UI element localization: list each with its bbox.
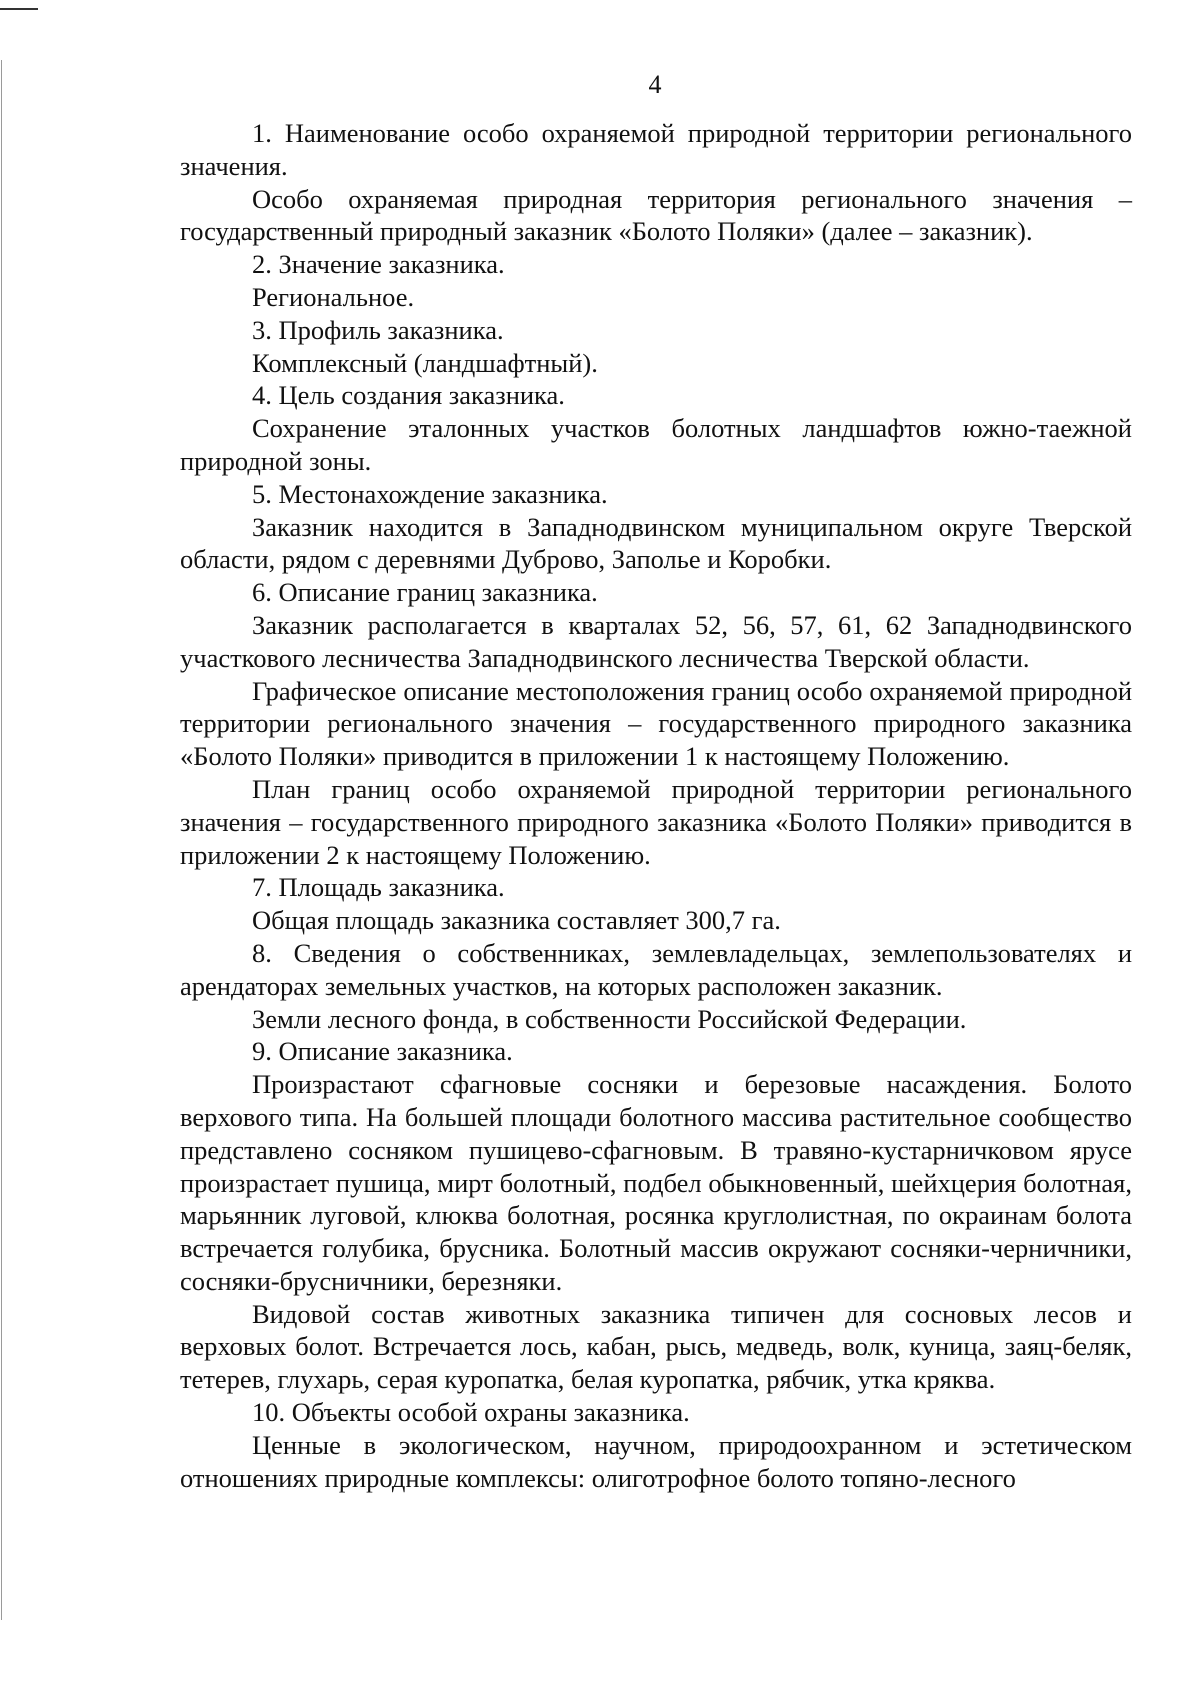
section-9-body-flora: Произрастают сфагновые сосняки и березовые насаждения. Болото верхового типа. На большей площади болотного массива растительное сообщество представлено сосняком пушицево-сфагновым. В травяно-кустарничковом ярусе произрастает пушица, мирт болотный, подбел обыкновенный, шейхцерия болотная, марьянник луговой, клюква болотная, росянка круглолистная, по окраинам болота встречается голубика, брусника. Болотный массив окружают сосняки-черничники, сосняки-брусничники, березняки. — [180, 1069, 1132, 1296]
section-5-body: Заказник находится в Западнодвинском муниципальном округе Тверской области, рядом с деревнями Дуброво, Заполье и Коробки. — [180, 511, 1132, 575]
scan-edge-line — [1, 60, 2, 1620]
section-10-body: Ценные в экологическом, научном, природоохранном и эстетическом отношениях природные комплексы: олиготрофное болото топяно-лесного — [180, 1429, 1132, 1493]
section-7-body: Общая площадь заказника составляет 300,7 га. — [252, 905, 781, 936]
page-number: 4 — [648, 70, 662, 99]
section-6-body-graphic: Графическое описание местоположения границ особо охраняемой природной территории регионального значения – государственного природного заказника «Болото Поляки» приводится в приложении 1 к настоящему Положению. — [180, 675, 1132, 772]
section-6-heading: 6. Описание границ заказника. — [252, 577, 598, 608]
section-7-heading: 7. Площадь заказника. — [252, 872, 505, 903]
section-2-heading: 2. Значение заказника. — [252, 249, 505, 280]
scan-edge-mark — [0, 8, 38, 10]
section-2-body: Региональное. — [252, 281, 415, 312]
section-1-body: Особо охраняемая природная территория регионального значения – государственный природный заказник «Болото Поляки» (далее – заказник). — [180, 183, 1132, 247]
section-4-heading: 4. Цель создания заказника. — [252, 380, 565, 411]
section-6-body: Заказник располагается в кварталах 52, 56, 57, 61, 62 Западнодвинского участкового лесничества Западнодвинского лесничества Тверской области. — [180, 609, 1132, 673]
section-9-body-fauna: Видовой состав животных заказника типичен для сосновых лесов и верховых болот. Встречается лось, кабан, рысь, медведь, волк, куница, заяц-беляк, тетерев, глухарь, серая куропатка, белая куропатка, рябчик, утка кряква. — [180, 1298, 1132, 1395]
section-8-heading: 8. Сведения о собственниках, землевладельцах, землепользователях и арендаторах земельных участков, на которых расположен заказник. — [180, 937, 1132, 1001]
section-3-heading: 3. Профиль заказника. — [252, 314, 504, 345]
section-8-body: Земли лесного фонда, в собственности Российской Федерации. — [252, 1003, 967, 1034]
section-9-heading: 9. Описание заказника. — [252, 1036, 513, 1067]
section-5-heading: 5. Местонахождение заказника. — [252, 478, 608, 509]
section-6-body-plan: План границ особо охраняемой природной территории регионального значения – государственного природного заказника «Болото Поляки» приводится в приложении 2 к настоящему Положению. — [180, 773, 1132, 870]
section-10-heading: 10. Объекты особой охраны заказника. — [252, 1397, 690, 1428]
document-body — [180, 117, 1132, 1494]
section-1-heading: 1. Наименование особо охраняемой природной территории регионального значения. — [180, 118, 1132, 181]
section-3-body: Комплексный (ландшафтный). — [252, 347, 598, 378]
section-4-body: Сохранение эталонных участков болотных ландшафтов южно-таежной природной зоны. — [180, 413, 1132, 476]
